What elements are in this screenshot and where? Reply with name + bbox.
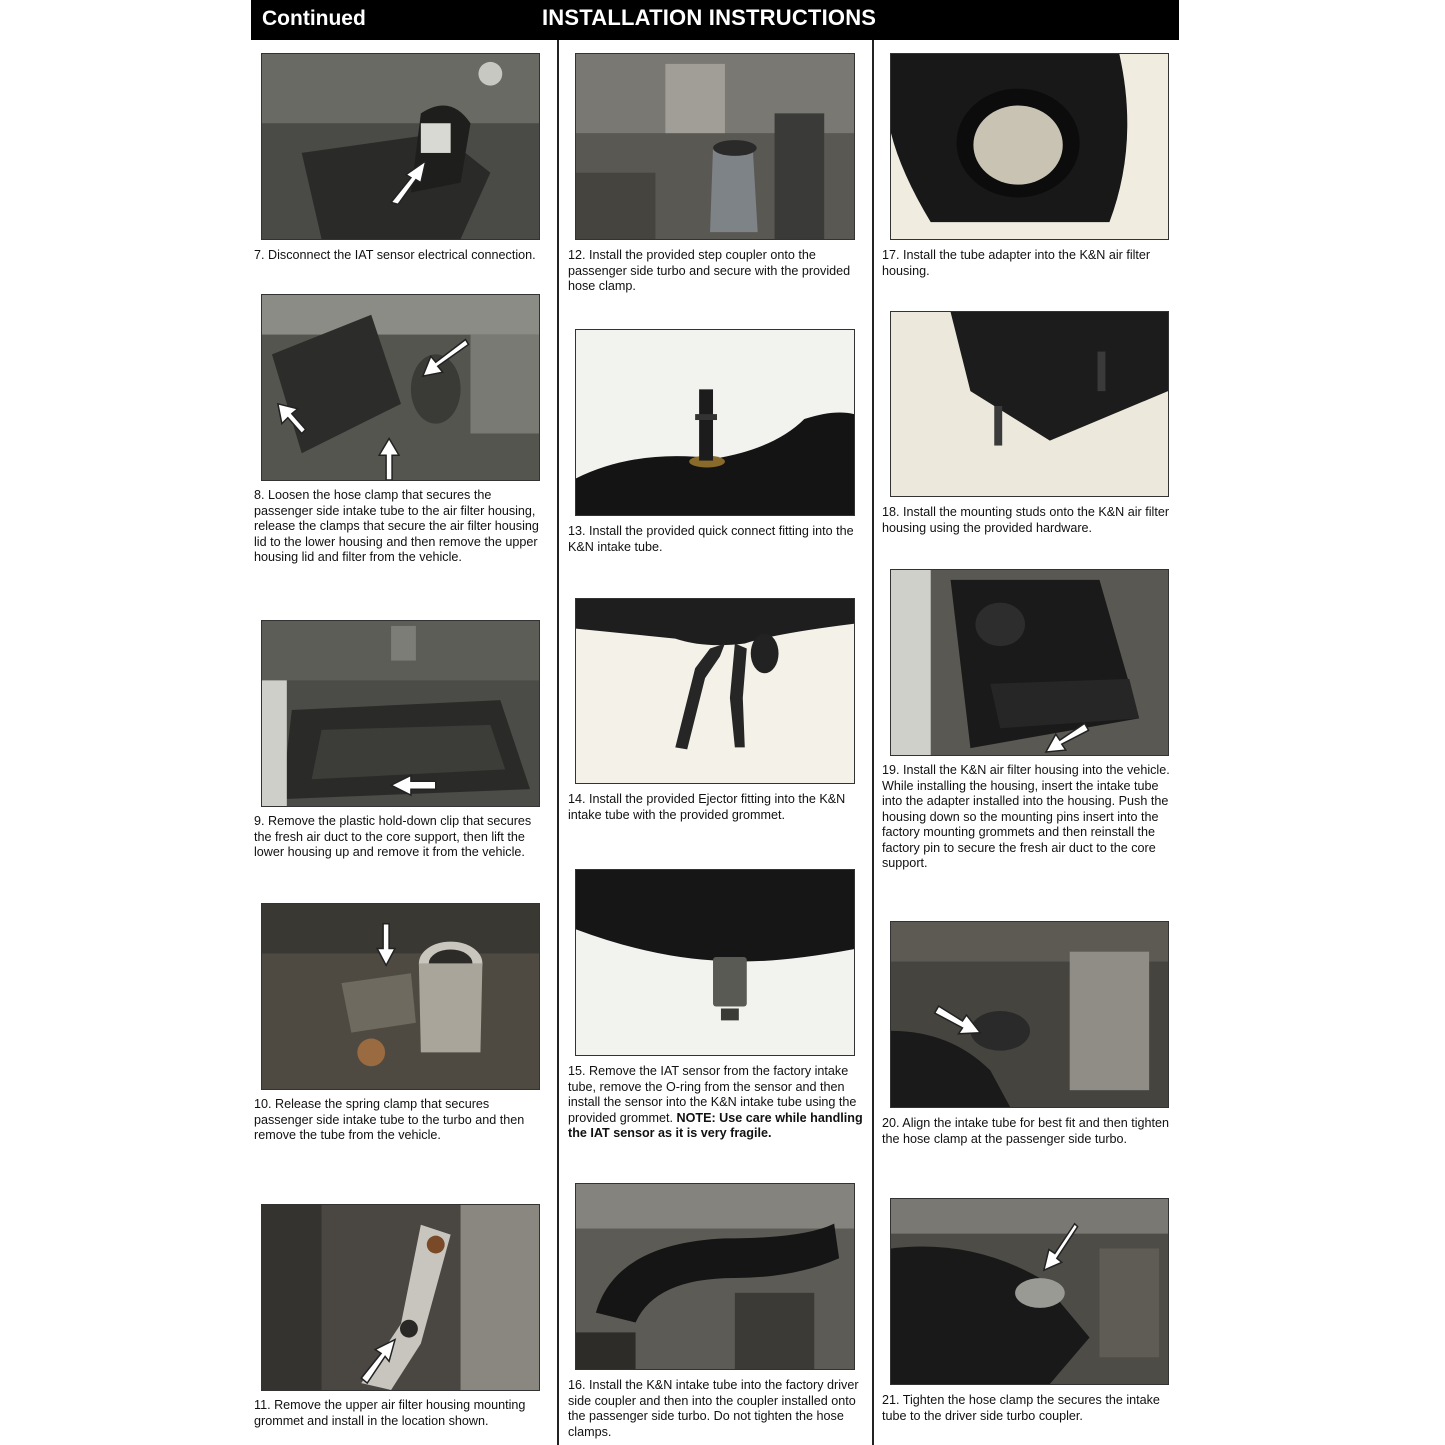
step-16-photo (575, 1183, 855, 1370)
step-10-photo (261, 903, 540, 1090)
step-18-caption: 18. Install the mounting studs onto the K&N air filter housing using the provided hardware. (882, 505, 1170, 535)
step-7-photo (261, 53, 540, 240)
step-12-photo (575, 53, 855, 240)
column-divider (557, 40, 559, 1445)
step-15-photo (575, 869, 855, 1056)
step-7-caption: 7. Disconnect the IAT sensor electrical connection. (254, 248, 536, 262)
step-13-photo (575, 329, 855, 516)
step-21-caption: 21. Tighten the hose clamp the secures the intake tube to the driver side turbo coupler. (882, 1393, 1160, 1423)
step-9-photo (261, 620, 540, 807)
step-15-caption (568, 1064, 866, 1142)
step-11-photo (261, 1204, 540, 1391)
step-16-caption: 16. Install the K&N intake tube into the factory driver side coupler and then into the coupler installed onto the passenger side turbo. Do not tighten the hose clamps. (568, 1378, 859, 1439)
step-19-caption: 19. Install the K&N air filter housing into the vehicle. While installing the housing, insert the intake tube into the adapter installed into the housing. Push the housing down so the mounting pins insert into the factory mounting grommets and then reinstall the factory pin to secure the fresh air duct to the core support. (882, 763, 1170, 870)
step-15-note: NOTE: Use care while handling the IAT sensor as it is very fragile. (568, 1110, 863, 1140)
step-10-caption: 10. Release the spring clamp that secures passenger side intake tube to the turbo and then remove the tube from the vehicle. (254, 1097, 525, 1142)
step-20-photo (890, 921, 1169, 1108)
column-divider (872, 40, 874, 1445)
step-8-photo (261, 294, 540, 481)
step-20-caption: 20. Align the intake tube for best fit and then tighten the hose clamp at the passenger side turbo. (882, 1116, 1170, 1146)
page-title: INSTALLATION INSTRUCTIONS (542, 5, 877, 30)
step-9-caption: 9. Remove the plastic hold-down clip that secures the fresh air duct to the core support, then lift the lower housing up and remove it from the vehicle. (254, 814, 532, 859)
step-13-caption: 13. Install the provided quick connect fitting into the K&N intake tube. (568, 524, 854, 554)
step-15-text: 15. Remove the IAT sensor from the factory intake tube, remove the O-ring from the sensor and then install the sensor into the K&N intake tube using the provided grommet. (568, 1064, 857, 1125)
page-header (251, 0, 1179, 40)
step-17-caption: 17. Install the tube adapter into the K&N air filter housing. (882, 248, 1151, 278)
step-12-caption: 12. Install the provided step coupler onto the passenger side turbo and secure with the provided hose clamp. (568, 248, 851, 293)
step-14-caption: 14. Install the provided Ejector fitting into the K&N intake tube with the provided grommet. (568, 792, 846, 822)
step-11-caption: 11. Remove the upper air filter housing mounting grommet and install in the location shown. (254, 1398, 526, 1428)
step-14-photo (575, 598, 855, 784)
step-21-photo (890, 1198, 1169, 1385)
step-19-photo (890, 569, 1169, 756)
step-8-caption: 8. Loosen the hose clamp that secures the passenger side intake tube to the air filter housing, release the clamps that secure the air filter housing lid to the lower housing and then remove the upper housing lid and filter from the vehicle. (254, 488, 539, 564)
step-17-photo (890, 53, 1169, 240)
step-18-photo (890, 311, 1169, 497)
continued-label: Continued (262, 7, 366, 30)
